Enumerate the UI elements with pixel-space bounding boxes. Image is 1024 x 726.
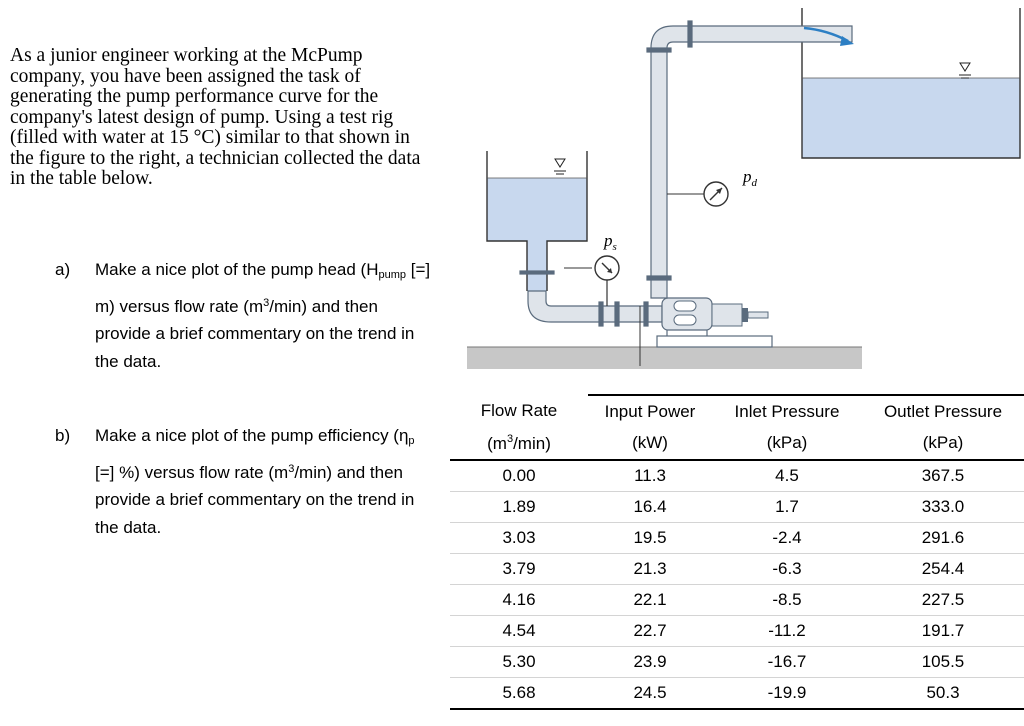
- task-b-text: [95, 422, 435, 541]
- water-level-icon: [959, 63, 971, 78]
- unit-superscript: 3: [506, 432, 514, 445]
- header-inlet-pressure-unit: (kPa): [712, 427, 862, 460]
- header-outlet-pressure-unit: (kPa): [862, 427, 1024, 460]
- header-input-power-unit: (kW): [588, 427, 712, 460]
- table-cell: 22.7: [588, 616, 712, 647]
- task-b-subscript: p: [408, 435, 415, 447]
- table-cell: 333.0: [862, 492, 1024, 523]
- table-row: [450, 492, 1024, 523]
- task-b: [55, 422, 435, 541]
- task-a-superscript: 3: [263, 296, 270, 309]
- task-a: [55, 256, 435, 375]
- table-row: [450, 585, 1024, 616]
- table-cell: 1.7: [712, 492, 862, 523]
- test-data-table: [450, 394, 1024, 710]
- table-row: [450, 523, 1024, 554]
- header-outlet-pressure: Outlet Pressure: [862, 395, 1024, 427]
- table-cell: 191.7: [862, 616, 1024, 647]
- table-cell: 23.9: [588, 647, 712, 678]
- discharge-gauge-label: $p_d$: [743, 167, 757, 189]
- pump-base: [657, 336, 772, 347]
- suction-pressure-gauge-icon: [595, 256, 619, 280]
- table-cell: 5.68: [450, 678, 588, 710]
- table-cell: 105.5: [862, 647, 1024, 678]
- table-cell: 5.30: [450, 647, 588, 678]
- task-b-superscript: 3: [288, 462, 295, 475]
- table-cell: 3.03: [450, 523, 588, 554]
- supply-tank: [487, 151, 587, 291]
- header-flow-rate: Flow Rate: [480, 401, 558, 420]
- header-inlet-pressure: Inlet Pressure: [712, 395, 862, 427]
- table-cell: -8.5: [712, 585, 862, 616]
- table-row: [450, 678, 1024, 710]
- table-row: [450, 554, 1024, 585]
- table-cell: 1.89: [450, 492, 588, 523]
- task-a-text-part: /min) and then provide a brief commentary on the trend in the data.: [95, 296, 415, 371]
- table-cell: 24.5: [588, 678, 712, 710]
- ground-slab: [467, 347, 862, 369]
- task-b-letter: b): [55, 426, 71, 445]
- table-cell: 367.5: [862, 460, 1024, 492]
- table-cell: 0.00: [450, 460, 588, 492]
- table-cell: -19.9: [712, 678, 862, 710]
- pump: [662, 298, 768, 336]
- table-row: [450, 647, 1024, 678]
- unit-part: (m: [487, 433, 507, 453]
- table-cell: 16.4: [588, 492, 712, 523]
- header-flow-rate-unit: [450, 427, 588, 460]
- task-a-text-part: Make a nice plot of the pump head (H: [95, 260, 379, 279]
- table-cell: 4.16: [450, 585, 588, 616]
- table-row: [450, 616, 1024, 647]
- task-a-subscript: pump: [378, 269, 407, 281]
- table-cell: 227.5: [862, 585, 1024, 616]
- table-cell: 11.3: [588, 460, 712, 492]
- table-cell: 3.79: [450, 554, 588, 585]
- table-cell: -2.4: [712, 523, 862, 554]
- table-row: [450, 460, 1024, 492]
- pump-test-rig-figure: [462, 8, 1022, 378]
- table-cell: 4.54: [450, 616, 588, 647]
- unit-part: /min): [513, 433, 551, 453]
- table-cell: -11.2: [712, 616, 862, 647]
- table-cell: 50.3: [862, 678, 1024, 710]
- header-input-power: Input Power: [588, 395, 712, 427]
- discharge-pressure-gauge-icon: [704, 182, 728, 206]
- task-b-text-part: [=] %) versus flow rate (m: [95, 462, 289, 482]
- discharge-gauge-subscript: d: [751, 177, 757, 189]
- task-b-text-part: /min) and then provide a brief commentary on the trend in the data.: [95, 462, 415, 537]
- table-cell: 291.6: [862, 523, 1024, 554]
- table-cell: 19.5: [588, 523, 712, 554]
- task-a-letter: a): [55, 260, 71, 279]
- table-cell: -16.7: [712, 647, 862, 678]
- table-cell: -6.3: [712, 554, 862, 585]
- task-a-text: [95, 256, 435, 375]
- suction-gauge-subscript: s: [612, 241, 617, 253]
- table-cell: 4.5: [712, 460, 862, 492]
- table-cell: 22.1: [588, 585, 712, 616]
- task-b-text-part: Make a nice plot of the pump efficiency (η: [95, 426, 409, 445]
- table-cell: 254.4: [862, 554, 1024, 585]
- discharge-pipe: [647, 21, 852, 298]
- task-a-text-part: [=] m) versus flow rate (m: [95, 260, 431, 316]
- problem-intro: As a junior engineer working at the McPump company, you have been assigned the task of generating the pump performance curve for the company's latest design of pump. Using a test rig (filled with water at 15 °C) similar to that shown in the figure to the right, a technician collected the data in the table below.: [10, 45, 421, 189]
- suction-gauge-label: $p_s$: [604, 231, 617, 253]
- water-level-icon: [554, 159, 566, 174]
- table-cell: 21.3: [588, 554, 712, 585]
